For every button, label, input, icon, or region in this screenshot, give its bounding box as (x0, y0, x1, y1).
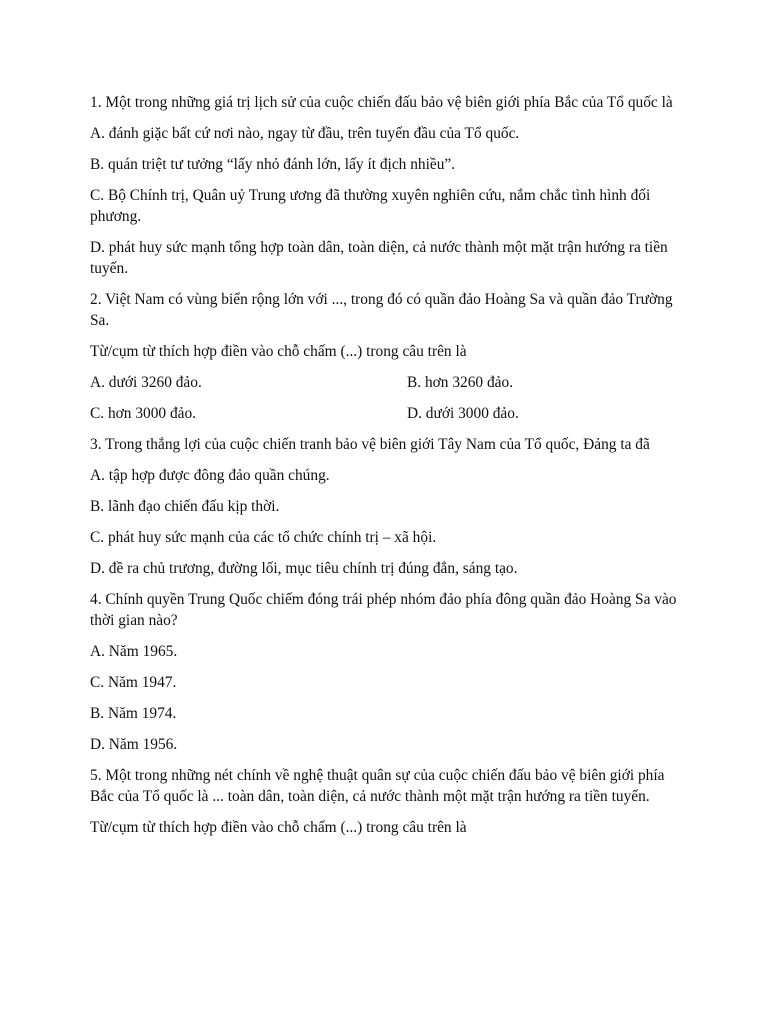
question-1 (90, 92, 682, 279)
question-2-option-b: B. hơn 3260 đảo. (407, 374, 514, 391)
question-3-option-a: A. tập hợp được đông đảo quần chúng. (90, 467, 330, 484)
question-3-option-c: C. phát huy sức mạnh của các tổ chức chính trị – xã hội. (90, 529, 437, 546)
question-4-option-c: C. Năm 1947. (90, 674, 177, 691)
question-4-option-b: B. Năm 1974. (90, 705, 177, 722)
question-3-stem: 3. Trong thắng lợi của cuộc chiến tranh bảo vệ biên giới Tây Nam của Tổ quốc, Đảng ta đã (90, 436, 650, 453)
question-2 (90, 289, 682, 424)
question-1-option-c: C. Bộ Chính trị, Quân uỷ Trung ương đã thường xuyên nghiên cứu, nắm chắc tình hình đối phương. (90, 187, 651, 225)
document-page (90, 92, 682, 848)
question-2-prompt: Từ/cụm từ thích hợp điền vào chỗ chấm (...) trong câu trên là (90, 343, 467, 360)
question-4-option-a: A. Năm 1965. (90, 643, 178, 660)
question-3 (90, 434, 682, 579)
question-5 (90, 765, 682, 838)
question-2-option-a: A. dưới 3260 đảo. (90, 374, 202, 391)
question-1-option-a: A. đánh giặc bất cứ nơi nào, ngay từ đầu, trên tuyến đầu của Tổ quốc. (90, 125, 520, 142)
question-1-stem: 1. Một trong những giá trị lịch sử của cuộc chiến đấu bảo vệ biên giới phía Bắc của Tổ quốc là (90, 94, 673, 111)
question-5-prompt: Từ/cụm từ thích hợp điền vào chỗ chấm (...) trong câu trên là (90, 819, 467, 836)
question-4-stem: 4. Chính quyền Trung Quốc chiếm đóng trái phép nhóm đảo phía đông quần đảo Hoàng Sa vào thời gian nào? (90, 591, 677, 629)
question-1-option-b: B. quán triệt tư tưởng “lấy nhỏ đánh lớn, lấy ít địch nhiều”. (90, 156, 456, 173)
question-3-option-d: D. đề ra chủ trương, đường lối, mục tiêu chính trị đúng đắn, sáng tạo. (90, 560, 518, 577)
question-2-options-row-2 (90, 403, 682, 424)
question-5-stem: 5. Một trong những nét chính về nghệ thuật quân sự của cuộc chiến đấu bảo vệ biên giới phía Bắc của Tổ quốc là ... toàn dân, toàn diện, cả nước thành một mặt trận hướng ra tiền tuyến. (90, 767, 665, 805)
question-1-option-d: D. phát huy sức mạnh tổng hợp toàn dân, toàn diện, cả nước thành một mặt trận hướng ra tiền tuyến. (90, 239, 668, 277)
question-2-options-row-1 (90, 372, 682, 393)
question-3-option-b: B. lãnh đạo chiến đấu kịp thời. (90, 498, 280, 515)
question-2-option-d: D. dưới 3000 đảo. (407, 405, 519, 422)
question-4-option-d: D. Năm 1956. (90, 736, 178, 753)
question-2-stem: 2. Việt Nam có vùng biển rộng lớn với ..., trong đó có quần đảo Hoàng Sa và quần đảo Trường Sa. (90, 291, 673, 329)
question-4 (90, 589, 682, 755)
question-2-option-c: C. hơn 3000 đảo. (90, 405, 197, 422)
